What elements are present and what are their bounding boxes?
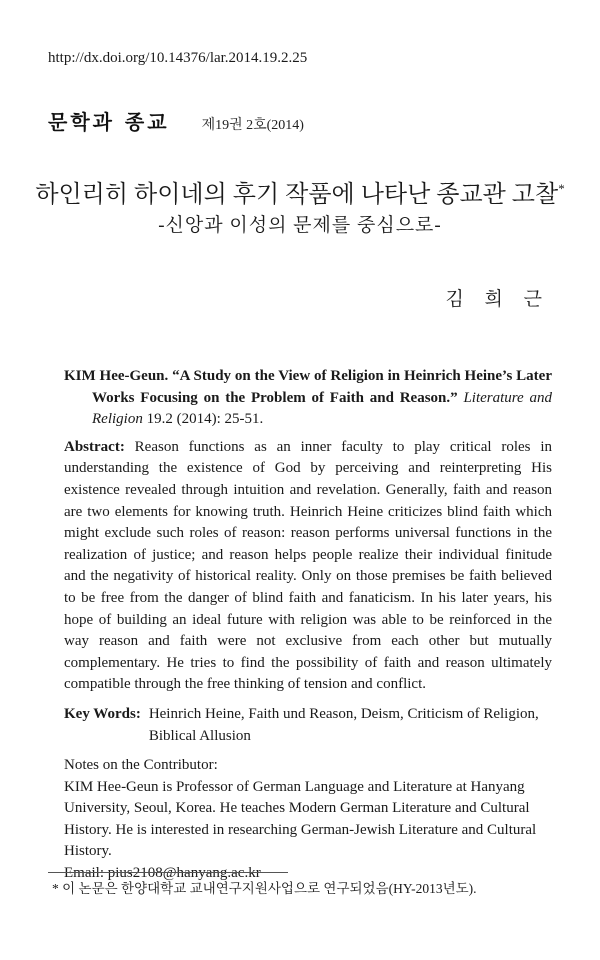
citation-details: 19.2 (2014): 25-51. [146,411,264,428]
footnote: * 이 논문은 한양대학교 교내연구지원사업으로 연구되었음(HY-2013년도). [52,881,477,896]
paper-subtitle: -신앙과 이성의 문제를 중심으로- [158,215,442,236]
citation-author: KIM Hee-Geun. [64,368,169,384]
paper-title-text: 하인리히 하이네의 후기 작품에 나타난 종교관 고찰 [35,182,559,208]
keywords-label: Key Words: [64,705,141,722]
contributor-heading: Notes on the Contributor: [64,757,218,774]
abstract [64,437,552,696]
doi-link[interactable]: http://dx.doi.org/10.14376/lar.2014.19.2.25 [48,50,308,66]
abstract-section [64,366,552,885]
footnote-divider [48,872,288,873]
journal-name: 문학과 종교 [48,110,170,134]
contributor-email[interactable]: Email: pius2108@hanyang.ac.kr [64,865,261,882]
paper-title [0,181,600,209]
citation-journal: Literature and Religion [92,389,553,428]
abstract-text: Reason functions as an inner faculty to play critical roles in understanding the existence of God by perceiving and reinterpreting His existence revealed through intuition and revelation. Generally, faith and reason are two elements for knowing truth. Heinrich Heine criticizes blind faith which might exclude such roles of reason: reason performs universal functions in the realization of justice; and reason helps people realize their individual finitude and the negativity of historical reality. Only on those premises be faith believed to be free from the danger of blind faith and fanaticism. In his later years, his hope of building an ideal future with religion was able to be reinforced in the way reason and faith were not exclusive from each other but mutually complementary. He tries to find the possibility of faith and reason ultimately compatible through the free thinking of tension and conflict. [64,438,552,693]
contributor-notes [64,755,552,885]
contributor-bio: KIM Hee-Geun is Professor of German Language and Literature at Hanyang University, Seoul, Korea. He teaches Modern German Literature and Cultural History. He is interested in researching German-Jewish Literature and Cultural History. [64,778,537,860]
footnote-marker: * [558,181,565,196]
abstract-label: Abstract: [64,438,125,455]
citation-title: “A Study on the View of Religion in Heinrich Heine’s Later Works Focusing on the Problem of Faith and Reason.” [92,368,552,406]
journal-header [48,106,304,134]
keywords-text: Heinrich Heine, Faith und Reason, Deism, Criticism of Religion, Biblical Allusion [148,705,539,744]
keywords [64,704,552,747]
citation [64,366,552,431]
author-name: 김 희 근 [445,289,550,310]
issue-info: 제19권 2호(2014) [201,118,304,133]
